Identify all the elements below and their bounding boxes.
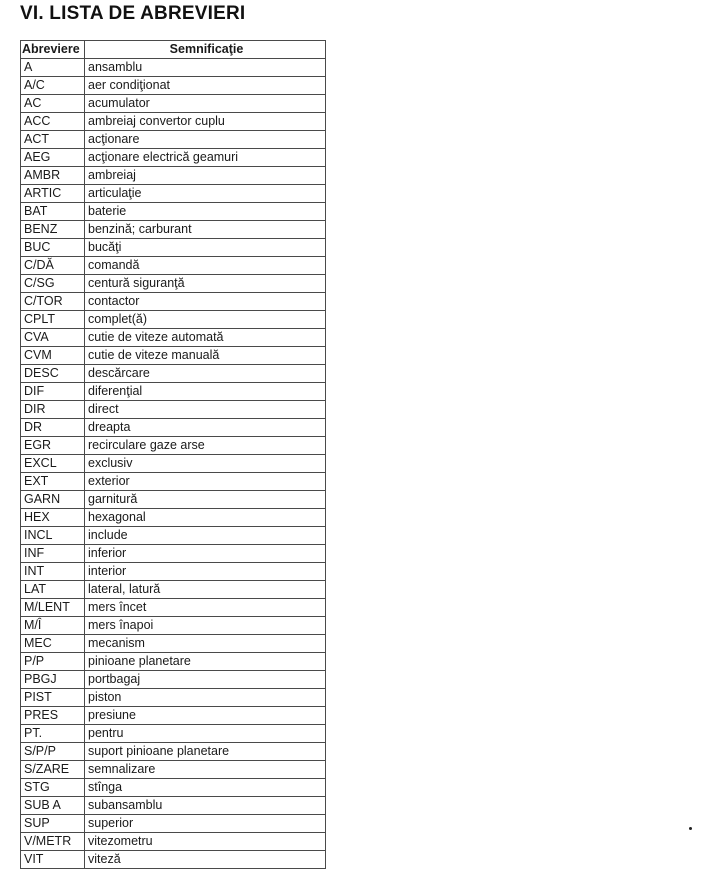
meaning-cell: mers înapoi: [85, 617, 326, 635]
table-row: [21, 581, 326, 599]
abbreviation-cell: AC: [21, 95, 85, 113]
meaning-cell: baterie: [85, 203, 326, 221]
table-row: [21, 617, 326, 635]
meaning-cell: ambreiaj convertor cuplu: [85, 113, 326, 131]
meaning-cell: pentru: [85, 725, 326, 743]
meaning-cell: bucăţi: [85, 239, 326, 257]
table-row: [21, 383, 326, 401]
abbreviation-cell: CVA: [21, 329, 85, 347]
table-row: [21, 635, 326, 653]
table-row: [21, 815, 326, 833]
meaning-cell: pinioane planetare: [85, 653, 326, 671]
table-row: [21, 347, 326, 365]
meaning-cell: cutie de viteze manuală: [85, 347, 326, 365]
abbreviation-cell: DR: [21, 419, 85, 437]
table-row: [21, 689, 326, 707]
abbreviation-cell: INF: [21, 545, 85, 563]
meaning-cell: centură siguranţă: [85, 275, 326, 293]
table-row: [21, 167, 326, 185]
table-row: [21, 419, 326, 437]
header-abbreviation: Abreviere: [21, 41, 85, 59]
meaning-cell: mecanism: [85, 635, 326, 653]
abbreviation-cell: DESC: [21, 365, 85, 383]
table-row: [21, 437, 326, 455]
table-row: [21, 77, 326, 95]
abbreviation-cell: PT.: [21, 725, 85, 743]
abbreviation-cell: C/TOR: [21, 293, 85, 311]
abbreviation-cell: ACC: [21, 113, 85, 131]
meaning-cell: vitezometru: [85, 833, 326, 851]
abbreviation-cell: BAT: [21, 203, 85, 221]
meaning-cell: recirculare gaze arse: [85, 437, 326, 455]
abbreviation-cell: EXCL: [21, 455, 85, 473]
table-row: [21, 275, 326, 293]
table-row: [21, 743, 326, 761]
abbreviation-cell: P/P: [21, 653, 85, 671]
table-row: [21, 725, 326, 743]
abbreviation-cell: C/DĂ: [21, 257, 85, 275]
abbreviation-cell: VIT: [21, 851, 85, 869]
table-row: [21, 203, 326, 221]
abbreviation-cell: CPLT: [21, 311, 85, 329]
abbreviation-cell: M/LENT: [21, 599, 85, 617]
meaning-cell: benzină; carburant: [85, 221, 326, 239]
abbreviation-cell: GARN: [21, 491, 85, 509]
table-row: [21, 221, 326, 239]
table-row: [21, 113, 326, 131]
table-row: [21, 185, 326, 203]
meaning-cell: mers încet: [85, 599, 326, 617]
abbreviations-table: [20, 40, 326, 869]
meaning-cell: hexagonal: [85, 509, 326, 527]
meaning-cell: lateral, latură: [85, 581, 326, 599]
meaning-cell: viteză: [85, 851, 326, 869]
abbreviation-cell: EGR: [21, 437, 85, 455]
page-title: VI. LISTA DE ABREVIERI: [20, 3, 246, 24]
meaning-cell: dreapta: [85, 419, 326, 437]
table-row: [21, 671, 326, 689]
table-row: [21, 95, 326, 113]
meaning-cell: semnalizare: [85, 761, 326, 779]
abbreviation-cell: ARTIC: [21, 185, 85, 203]
meaning-cell: garnitură: [85, 491, 326, 509]
meaning-cell: exclusiv: [85, 455, 326, 473]
table-row: [21, 761, 326, 779]
table-row: [21, 149, 326, 167]
meaning-cell: cutie de viteze automată: [85, 329, 326, 347]
abbreviation-cell: A/C: [21, 77, 85, 95]
scan-speck: [689, 827, 692, 830]
table-row: [21, 455, 326, 473]
table-row: [21, 545, 326, 563]
header-meaning: Semnificaţie: [85, 41, 326, 59]
meaning-cell: subansamblu: [85, 797, 326, 815]
table-row: [21, 851, 326, 869]
meaning-cell: diferenţial: [85, 383, 326, 401]
abbreviation-cell: INT: [21, 563, 85, 581]
meaning-cell: ambreiaj: [85, 167, 326, 185]
abbreviation-cell: A: [21, 59, 85, 77]
meaning-cell: superior: [85, 815, 326, 833]
abbreviation-cell: HEX: [21, 509, 85, 527]
table-row: [21, 779, 326, 797]
table-row: [21, 473, 326, 491]
table-row: [21, 707, 326, 725]
abbreviation-cell: C/SG: [21, 275, 85, 293]
table-row: [21, 311, 326, 329]
meaning-cell: acţionare electrică geamuri: [85, 149, 326, 167]
abbreviation-cell: SUP: [21, 815, 85, 833]
meaning-cell: acumulator: [85, 95, 326, 113]
meaning-cell: portbagaj: [85, 671, 326, 689]
abbreviation-cell: DIF: [21, 383, 85, 401]
abbreviation-cell: PRES: [21, 707, 85, 725]
abbreviation-cell: M/Î: [21, 617, 85, 635]
table-row: [21, 653, 326, 671]
abbreviation-cell: INCL: [21, 527, 85, 545]
table-header-row: [21, 41, 326, 59]
table-row: [21, 491, 326, 509]
meaning-cell: exterior: [85, 473, 326, 491]
abbreviation-cell: AMBR: [21, 167, 85, 185]
meaning-cell: comandă: [85, 257, 326, 275]
table-row: [21, 329, 326, 347]
table-row: [21, 131, 326, 149]
meaning-cell: ansamblu: [85, 59, 326, 77]
abbreviation-cell: ACT: [21, 131, 85, 149]
abbreviation-cell: BUC: [21, 239, 85, 257]
abbreviation-cell: V/METR: [21, 833, 85, 851]
table-body: [21, 59, 326, 869]
table-row: [21, 797, 326, 815]
abbreviation-cell: S/P/P: [21, 743, 85, 761]
meaning-cell: contactor: [85, 293, 326, 311]
table-row: [21, 509, 326, 527]
table-row: [21, 527, 326, 545]
abbreviation-cell: SUB A: [21, 797, 85, 815]
abbreviation-cell: MEC: [21, 635, 85, 653]
meaning-cell: articulaţie: [85, 185, 326, 203]
table-row: [21, 401, 326, 419]
meaning-cell: descărcare: [85, 365, 326, 383]
abbreviation-cell: PIST: [21, 689, 85, 707]
meaning-cell: piston: [85, 689, 326, 707]
meaning-cell: stînga: [85, 779, 326, 797]
meaning-cell: interior: [85, 563, 326, 581]
meaning-cell: include: [85, 527, 326, 545]
meaning-cell: direct: [85, 401, 326, 419]
meaning-cell: suport pinioane planetare: [85, 743, 326, 761]
abbreviation-cell: EXT: [21, 473, 85, 491]
abbreviation-cell: CVM: [21, 347, 85, 365]
meaning-cell: complet(ă): [85, 311, 326, 329]
table-row: [21, 599, 326, 617]
meaning-cell: inferior: [85, 545, 326, 563]
table-row: [21, 833, 326, 851]
abbreviation-cell: PBGJ: [21, 671, 85, 689]
abbreviation-cell: DIR: [21, 401, 85, 419]
abbreviation-cell: STG: [21, 779, 85, 797]
table-row: [21, 239, 326, 257]
table-row: [21, 563, 326, 581]
table-row: [21, 59, 326, 77]
table-row: [21, 293, 326, 311]
abbreviation-cell: BENZ: [21, 221, 85, 239]
meaning-cell: acţionare: [85, 131, 326, 149]
meaning-cell: aer condiţionat: [85, 77, 326, 95]
table-row: [21, 257, 326, 275]
table-row: [21, 365, 326, 383]
abbreviation-cell: S/ZARE: [21, 761, 85, 779]
abbreviation-cell: LAT: [21, 581, 85, 599]
abbreviation-cell: AEG: [21, 149, 85, 167]
meaning-cell: presiune: [85, 707, 326, 725]
